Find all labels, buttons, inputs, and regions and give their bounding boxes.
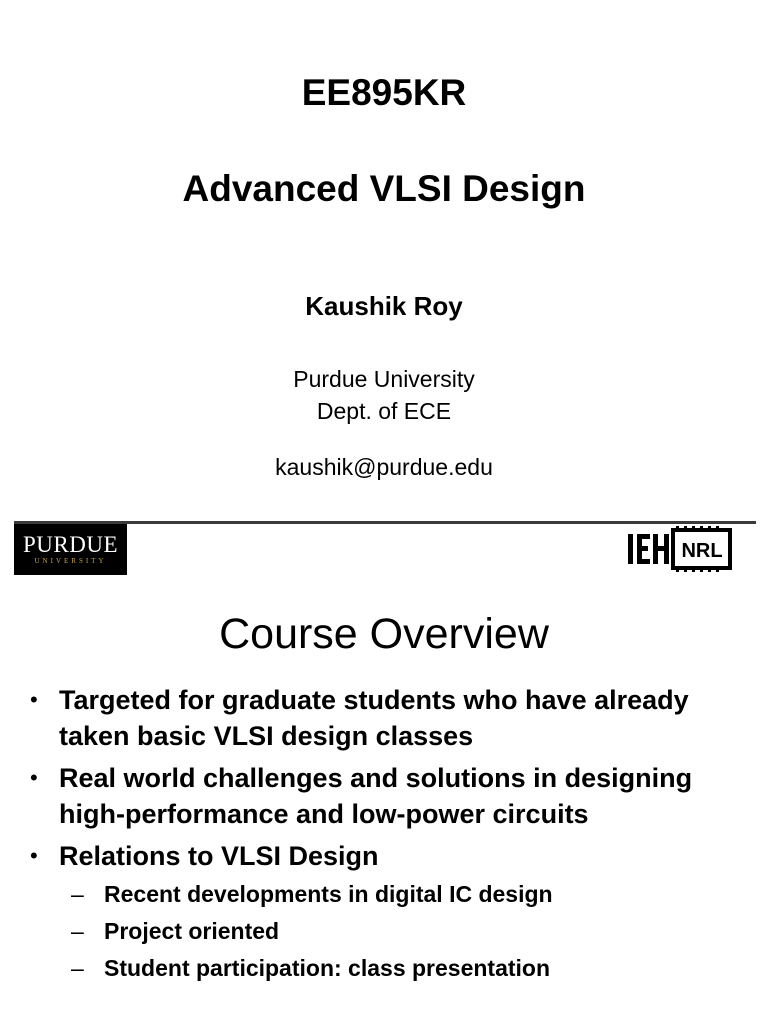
bullet-list xyxy=(30,682,750,993)
sub-bullet-item: – Student participation: class presentation xyxy=(71,950,750,987)
department-name: Dept. of ECE xyxy=(316,398,452,424)
sub-bullet-item: – Project oriented xyxy=(71,913,750,950)
bullet-text: Relations to VLSI Design xyxy=(59,841,379,871)
sub-bullet-list xyxy=(59,876,750,987)
affiliation xyxy=(0,363,768,427)
nrl-logo-icon xyxy=(624,524,734,572)
bullet-text: Real world challenges and solutions in designing high-performance and low-power circuits xyxy=(59,763,693,829)
purdue-logo-sub: UNIVERSITY xyxy=(34,557,107,565)
course-code: EE895KR xyxy=(301,72,467,113)
purdue-logo-main: PURDUE xyxy=(22,532,118,557)
purdue-logo xyxy=(14,524,127,575)
nrl-logo-text: NRL xyxy=(681,540,723,562)
author-email: kaushik@purdue.edu xyxy=(275,454,493,480)
author-name: Kaushik Roy xyxy=(305,291,463,321)
slide-title: Course Overview xyxy=(219,610,549,658)
sub-bullet-item: – Recent developments in digital IC design xyxy=(71,876,750,913)
university-name: Purdue University xyxy=(293,366,475,392)
bullet-item xyxy=(30,760,750,832)
bullet-item xyxy=(30,682,750,754)
course-title: Advanced VLSI Design xyxy=(182,168,586,209)
bullet-text: Targeted for graduate students who have already taken basic VLSI design classes xyxy=(59,685,689,751)
bullet-item xyxy=(30,838,750,987)
